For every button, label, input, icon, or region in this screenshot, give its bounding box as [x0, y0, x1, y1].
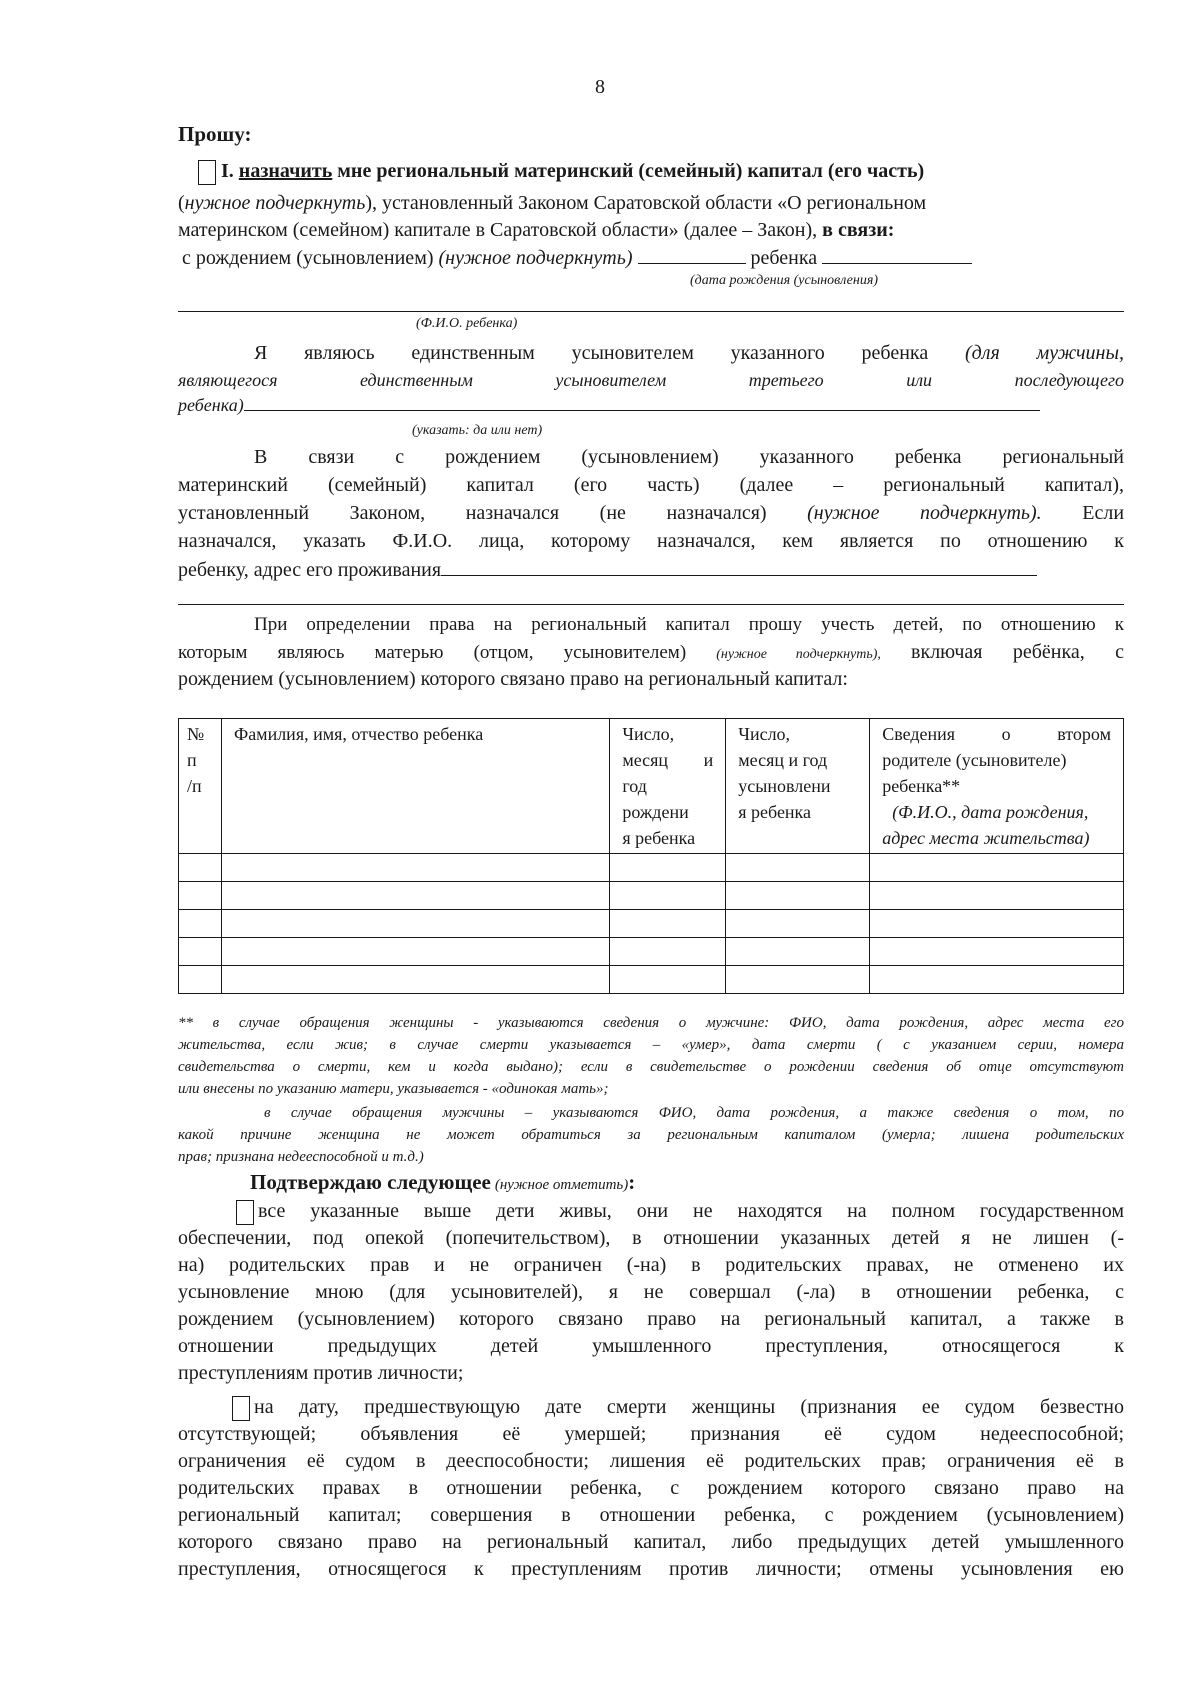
item1-line3: на) родительских прав и не ограничен (-на) в родительских правах, не отменено их: [178, 1254, 1124, 1276]
cell-parent[interactable]: [870, 854, 1124, 882]
header-num-line1: №: [187, 724, 205, 744]
footnote-line1: ** в случае обращения женщины - указываются сведения о мужчине: ФИО, дата рождения, адрес места его: [178, 1015, 1124, 1031]
confirm-colon: :: [628, 1170, 636, 1194]
header-birth-line1: Число,: [622, 724, 675, 744]
cell-num[interactable]: [179, 966, 222, 994]
item2-text1: на дату, предшествующую дате смерти женщины (признания ее судом безвестно: [254, 1396, 1124, 1418]
all-children-alive-checkbox[interactable]: [236, 1200, 254, 1225]
item1-line2: обеспечении, под опекой (попечительством), в отношении указанных детей я не лишен (-: [178, 1227, 1124, 1249]
sole-adopter-line2: являющегося единственным усыновителем третьего или последующего: [178, 370, 1124, 390]
item1-line5: рождением (усыновлением) которого связано право на региональный капитал, а также в: [178, 1308, 1124, 1330]
section1-line3: [178, 217, 1124, 244]
cell-adoption[interactable]: [726, 854, 870, 882]
item1-line7: преступлениям против личности;: [178, 1362, 464, 1384]
previous-grant-line1: В связи с рождением (усыновлением) указанного ребенка региональный: [254, 446, 1124, 468]
table-row: [179, 938, 1124, 966]
cell-adoption[interactable]: [726, 910, 870, 938]
cell-birth[interactable]: [610, 910, 726, 938]
header-num: [179, 719, 222, 854]
underline-note-3: (нужное подчеркнуть).: [807, 502, 1042, 524]
woman-death-date-checkbox[interactable]: [232, 1396, 250, 1421]
underline-note-2: (нужное подчеркнуть): [438, 247, 633, 269]
header-birth-month: месяц: [622, 750, 669, 770]
page-number: 8: [595, 76, 605, 98]
cell-birth[interactable]: [610, 854, 726, 882]
section1-line2: (нужное подчеркнуть), установленный Законом Саратовской области «О региональном: [178, 192, 927, 214]
previous-grant-line3: [178, 500, 1124, 527]
table-row: [179, 966, 1124, 994]
cell-name[interactable]: [221, 854, 609, 882]
cell-num[interactable]: [179, 938, 222, 966]
cell-parent[interactable]: [870, 882, 1124, 910]
including-text: включая ребёнка, с: [911, 641, 1124, 663]
header-adoption-line3: усыновлени: [738, 776, 831, 796]
underline-note: нужное подчеркнуть: [184, 192, 366, 214]
item1-line1: [236, 1198, 1124, 1225]
item2-line3: ограничения её судом в дееспособности; лишения её родительских прав; ограничения её в: [178, 1450, 1124, 1472]
child-label: ребенка: [750, 247, 818, 269]
header-parent-word1: Сведения: [882, 724, 956, 744]
table-row: [179, 910, 1124, 938]
birth-date-caption: (дата рождения (усыновления): [690, 273, 878, 288]
previous-grant-line5: [178, 556, 1124, 584]
cell-parent[interactable]: [870, 966, 1124, 994]
address-field-line2[interactable]: [178, 604, 1124, 605]
birth-date-field[interactable]: [638, 244, 746, 264]
cell-birth[interactable]: [610, 938, 726, 966]
header-birth-date: [610, 719, 726, 854]
birth-adoption-label: с рождением (усыновлением): [182, 247, 434, 269]
header-child-name: Фамилия, имя, отчество ребенка: [221, 719, 609, 854]
child-name-caption: (Ф.И.О. ребенка): [416, 316, 518, 331]
cell-name[interactable]: [221, 938, 609, 966]
header-num-line2: п: [187, 750, 197, 770]
assign-capital-checkbox[interactable]: [198, 160, 216, 185]
item2-line1: [232, 1394, 1124, 1421]
header-parent-line3: ребенка**: [882, 776, 961, 796]
cell-num[interactable]: [179, 910, 222, 938]
cell-parent[interactable]: [870, 938, 1124, 966]
address-field[interactable]: [441, 556, 1037, 576]
footnote-line3: свидетельства о смерти, кем и когда выдано); если в свидетельстве о рождении сведения об отце отсутствуют: [178, 1059, 1124, 1075]
request-heading: Прошу:: [178, 122, 252, 146]
children-intro-line3: рождением (усыновлением) которого связано право на региональный капитал:: [178, 668, 848, 690]
sole-adopter-answer-field[interactable]: [244, 395, 1040, 411]
item2-line5: региональный капитал; совершения в отношении ребенка, с рождением (усыновлением): [178, 1504, 1124, 1526]
header-parent-line1: [882, 721, 1111, 747]
cell-num[interactable]: [179, 882, 222, 910]
cell-adoption[interactable]: [726, 938, 870, 966]
children-intro-line2: [178, 639, 1124, 668]
yes-no-caption: (указать: да или нет): [412, 423, 543, 438]
footnote-line5: в случае обращения мужчины – указываются ФИО, дата рождения, а также сведения о том, по: [264, 1105, 1124, 1121]
parent-role-text: которым являюсь матерью (отцом, усыновителем): [178, 642, 687, 663]
sole-adopter-line1: [254, 340, 1124, 367]
in-connection-label: в связи:: [822, 219, 895, 241]
section1-rest: мне региональный материнский (семейный) капитал (его часть): [337, 160, 925, 182]
section1-line1: [198, 158, 1124, 185]
footnote-line7: прав; признана недееспособной и т.д.): [178, 1149, 424, 1165]
sole-adopter-note: (для мужчины,: [964, 342, 1124, 364]
item1-line4: усыновление мною (для усыновителей), я не совершал (-ла) в отношении ребенка, с: [178, 1281, 1124, 1303]
footnote-line4: или внесены по указанию матери, указывается - «одинокая мать»;: [178, 1081, 609, 1097]
cell-adoption[interactable]: [726, 966, 870, 994]
section1-numeral: I.: [221, 160, 234, 182]
header-birth-line4: рождени: [622, 802, 689, 822]
previous-grant-line4: назначался, указать Ф.И.О. лица, которому назначался, кем является по отношению к: [178, 530, 1124, 552]
cell-birth[interactable]: [610, 882, 726, 910]
item2-line7: преступления, относящегося к преступлениям против личности; отмены усыновления ею: [178, 1558, 1124, 1580]
cell-parent[interactable]: [870, 910, 1124, 938]
header-birth-line3: год: [622, 776, 647, 796]
header-second-parent: [870, 719, 1124, 854]
header-parent-note1: (Ф.И.О., дата рождения,: [892, 802, 1089, 822]
table-row: [179, 854, 1124, 882]
cell-name[interactable]: [221, 966, 609, 994]
header-parent-note2: адрес места жительства): [882, 828, 1090, 848]
children-intro-line1: При определении права на региональный капитал прошу учесть детей, по отношению к: [254, 614, 1124, 635]
item1-text1: все указанные выше дети живы, они не находятся на полном государственном: [258, 1200, 1124, 1222]
address-label: ребенку, адрес его проживания: [178, 559, 442, 581]
granted-text: установленный Законом, назначался (не назначался): [178, 502, 767, 524]
cell-adoption[interactable]: [726, 882, 870, 910]
table-row: [179, 882, 1124, 910]
sole-adopter-text: Я являюсь единственным усыновителем указанного ребенка: [254, 342, 929, 364]
confirm-title: Подтверждаю следующее: [250, 1170, 491, 1194]
header-adoption-line2: месяц и год: [738, 750, 828, 770]
header-parent-word3: втором: [1057, 724, 1111, 744]
footnote-line2: жительства, если жив; в случае смерти указывается – «умер», дата смерти ( с указанием серии, номера: [178, 1037, 1124, 1053]
if-text: Если: [1082, 502, 1125, 524]
sole-adopter-line3: [178, 393, 1040, 417]
cell-birth[interactable]: [610, 966, 726, 994]
previous-grant-line2: материнский (семейный) капитал (его часть) (далее – региональный капитал),: [178, 474, 1124, 496]
assign-verb: назначить: [238, 160, 333, 182]
section1-law-name: материнском (семейном) капитале в Саратовской области» (далее – Закон),: [178, 219, 818, 241]
table-header-row: [179, 719, 1124, 854]
header-parent-line2: родителе (усыновителе): [882, 750, 1067, 770]
sole-adopter-child-label: ребенка): [178, 395, 244, 415]
item2-line6: которого связано право на региональный капитал, либо предыдущих детей умышленного: [178, 1531, 1124, 1553]
section1-line4: [182, 244, 1128, 272]
header-birth-line2: [622, 747, 713, 773]
children-table: [178, 718, 1124, 994]
header-adoption-line1: Число,: [738, 724, 791, 744]
header-parent-word2: о: [1001, 724, 1011, 744]
footnote-line6: какой причине женщина не может обратиться за региональным капиталом (умерла; лишена родительских: [178, 1127, 1124, 1143]
section1-law-text: , установленный Законом Саратовской области «О региональном: [372, 192, 927, 214]
child-field[interactable]: [822, 244, 972, 264]
cell-num[interactable]: [179, 854, 222, 882]
confirm-note: (нужное отметить): [494, 1177, 629, 1193]
cell-name[interactable]: [221, 910, 609, 938]
item1-line6: отношении предыдущих детей умышленного преступления, относящегося к: [178, 1335, 1124, 1357]
cell-name[interactable]: [221, 882, 609, 910]
item2-line4: родительских правах в отношении ребенка, с рождением которого связано право на: [178, 1477, 1124, 1499]
header-birth-line5: я ребенка: [622, 828, 696, 848]
header-adoption-line4: я ребенка: [738, 802, 812, 822]
header-num-line3: /п: [187, 776, 202, 796]
item2-line2: отсутствующей; объявления её умершей; признания её судом недееспособной;: [178, 1423, 1124, 1445]
underline-note-4: (нужное подчеркнуть),: [716, 647, 881, 662]
header-birth-and: и: [703, 750, 714, 770]
header-adoption-date: [726, 719, 870, 854]
confirm-heading: [250, 1170, 635, 1195]
child-name-field[interactable]: [178, 311, 1124, 312]
